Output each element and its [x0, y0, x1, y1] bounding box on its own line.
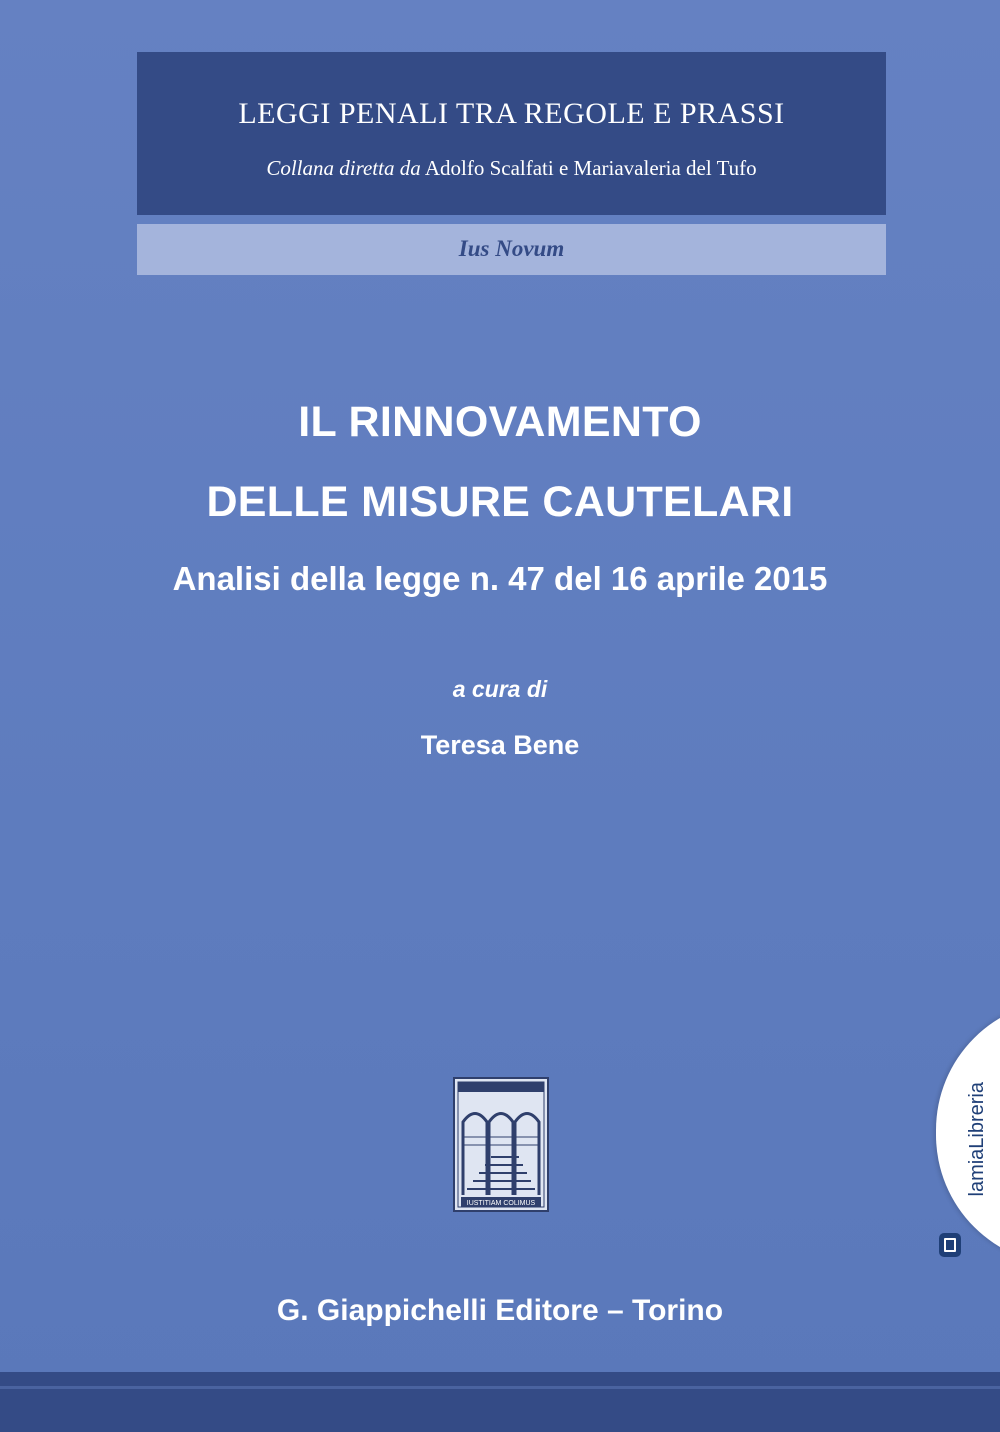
curator-label: a cura di: [452, 676, 548, 702]
series-editors-names: Adolfo Scalfati e Mariavaleria del Tufo: [420, 156, 757, 180]
sub-series-header: [137, 224, 886, 275]
publisher-logo: [453, 1077, 549, 1212]
book-title-line-1: IL RINNOVAMENTO: [298, 398, 702, 446]
series-title: LEGGI PENALI TRA REGOLE E PRASSI: [238, 97, 785, 130]
series-header: [137, 52, 886, 215]
book-icon: [936, 1230, 964, 1260]
side-tab-label: [955, 1082, 999, 1232]
publisher-name: G. Giappichelli Editore – Torino: [276, 1294, 724, 1327]
series-editors: [137, 156, 886, 181]
series-editors-prefix: Collana diretta da: [266, 156, 421, 180]
book-title-line-2: DELLE MISURE CAUTELARI: [206, 478, 794, 526]
sub-series-label: Ius Novum: [458, 236, 565, 261]
bottom-band: [0, 1372, 1000, 1432]
side-tab-text: lamiaLibreria: [965, 1082, 988, 1197]
bottom-band-stripe: [0, 1386, 1000, 1389]
logo-motto: IUSTITIAM COLIMUS: [466, 1200, 536, 1207]
curator-name: Teresa Bene: [420, 730, 580, 760]
book-subtitle: Analisi della legge n. 47 del 16 aprile 2015: [172, 560, 828, 597]
